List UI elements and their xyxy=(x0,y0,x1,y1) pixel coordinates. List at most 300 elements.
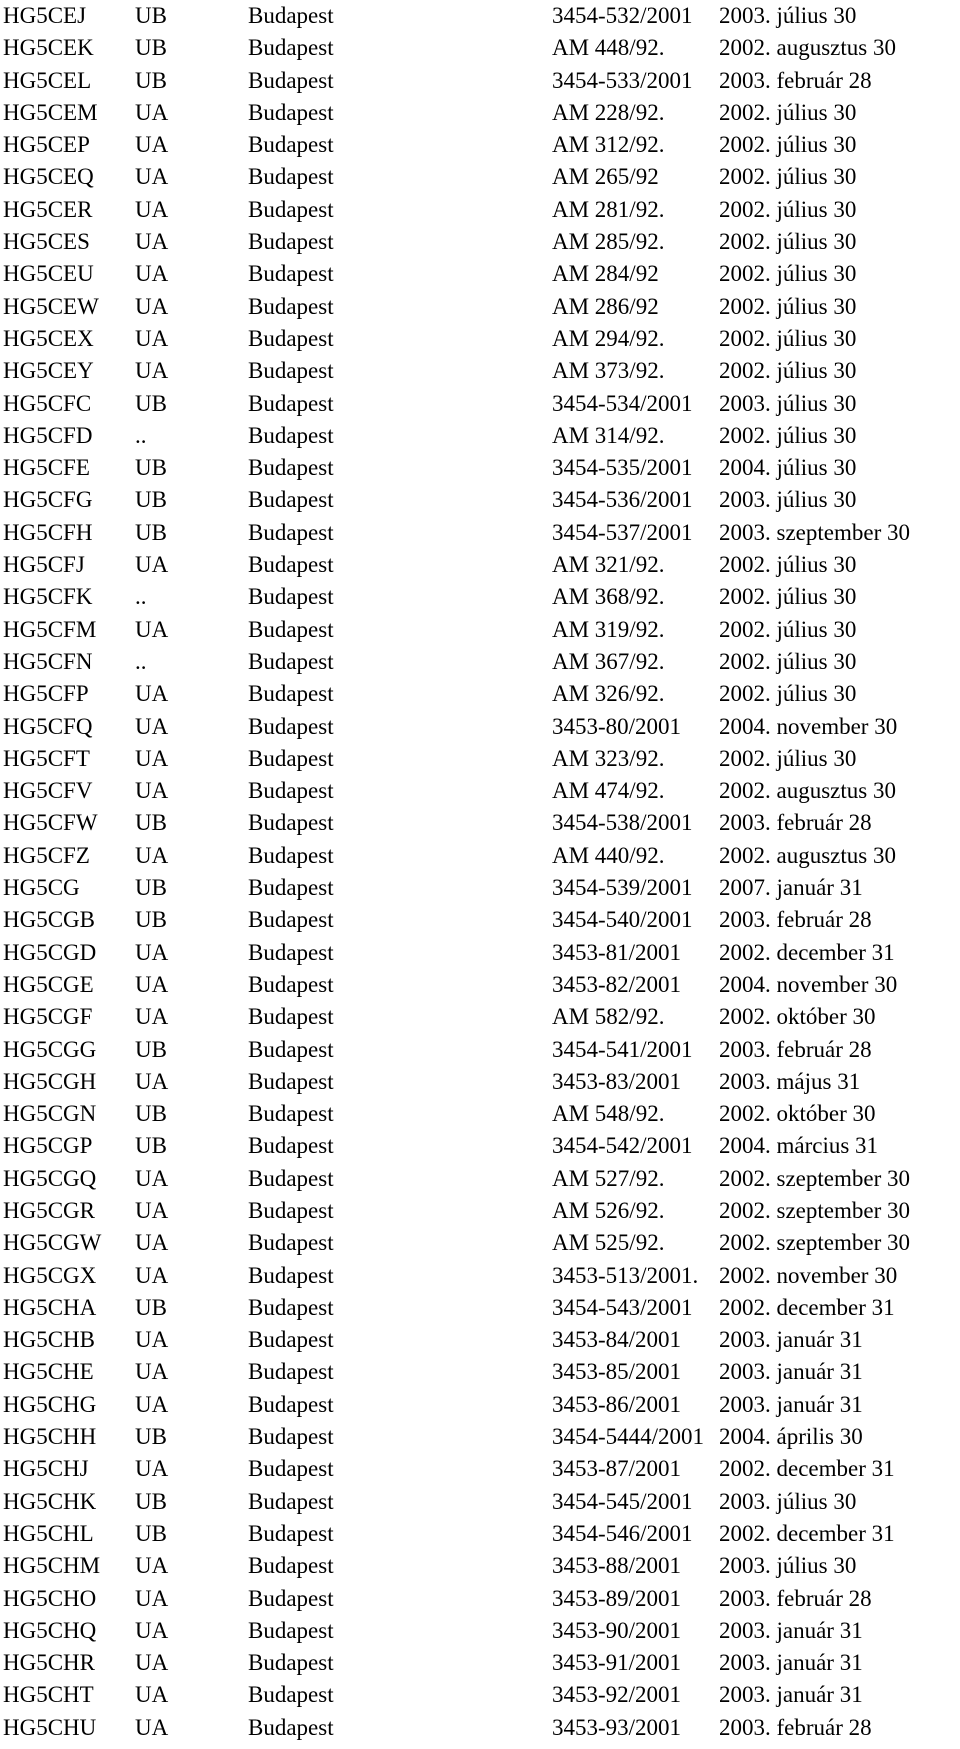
callsign-cell: HG5CEW xyxy=(3,293,99,319)
table-row xyxy=(0,1615,960,1647)
license-number-cell: 3454-536/2001 xyxy=(552,487,693,513)
expiry-date-cell: 2004. november 30 xyxy=(719,713,898,739)
city-cell: Budapest xyxy=(248,325,334,351)
license-class-cell: UB xyxy=(135,1294,167,1320)
license-class-cell: UA xyxy=(135,971,169,997)
callsign-cell: HG5CHQ xyxy=(3,1617,97,1643)
table-row xyxy=(0,291,960,323)
expiry-date-cell: 2003. február 28 xyxy=(719,907,872,933)
license-class-cell: UB xyxy=(135,810,167,836)
license-class-cell: UB xyxy=(135,875,167,901)
license-class-cell: UA xyxy=(135,713,169,739)
expiry-date-cell: 2003. február 28 xyxy=(719,1585,872,1611)
city-cell: Budapest xyxy=(248,390,334,416)
expiry-date-cell: 2003. február 28 xyxy=(719,1714,872,1740)
license-class-cell: UA xyxy=(135,778,169,804)
license-number-cell: AM 368/92. xyxy=(552,584,665,610)
license-class-cell: UA xyxy=(135,1585,169,1611)
city-cell: Budapest xyxy=(248,616,334,642)
table-row xyxy=(0,743,960,775)
license-class-cell: UB xyxy=(135,455,167,481)
license-number-cell: 3454-534/2001 xyxy=(552,390,693,416)
license-class-cell: .. xyxy=(135,422,147,448)
expiry-date-cell: 2002. szeptember 30 xyxy=(719,1230,910,1256)
table-row xyxy=(0,1324,960,1356)
expiry-date-cell: 2003. május 31 xyxy=(719,1068,861,1094)
table-row xyxy=(0,646,960,678)
expiry-date-cell: 2003. szeptember 30 xyxy=(719,519,910,545)
table-row xyxy=(0,1550,960,1582)
expiry-date-cell: 2003. július 30 xyxy=(719,390,857,416)
expiry-date-cell: 2003. július 30 xyxy=(719,3,857,28)
table-row xyxy=(0,355,960,387)
table-row xyxy=(0,0,960,32)
city-cell: Budapest xyxy=(248,35,334,61)
license-number-cell: AM 323/92. xyxy=(552,745,665,771)
license-number-cell: AM 285/92. xyxy=(552,229,665,255)
expiry-date-cell: 2003. július 30 xyxy=(719,1553,857,1579)
city-cell: Budapest xyxy=(248,1230,334,1256)
expiry-date-cell: 2002. augusztus 30 xyxy=(719,35,896,61)
expiry-date-cell: 2003. július 30 xyxy=(719,487,857,513)
table-row xyxy=(0,1034,960,1066)
city-cell: Budapest xyxy=(248,1520,334,1546)
callsign-cell: HG5CHM xyxy=(3,1553,101,1579)
license-class-cell: UB xyxy=(135,67,167,93)
city-cell: Budapest xyxy=(248,1036,334,1062)
license-class-cell: UA xyxy=(135,616,169,642)
license-class-cell: UB xyxy=(135,1133,167,1159)
license-class-cell: UA xyxy=(135,196,169,222)
license-class-cell: UA xyxy=(135,1197,169,1223)
table-row xyxy=(0,840,960,872)
license-class-cell: UA xyxy=(135,261,169,287)
expiry-date-cell: 2002. július 30 xyxy=(719,261,857,287)
license-class-cell: UB xyxy=(135,1424,167,1450)
table-row xyxy=(0,32,960,64)
expiry-date-cell: 2004. november 30 xyxy=(719,971,898,997)
license-class-cell: UA xyxy=(135,1165,169,1191)
license-class-cell: UB xyxy=(135,1520,167,1546)
license-number-cell: AM 326/92. xyxy=(552,681,665,707)
callsign-cell: HG5CGE xyxy=(3,971,94,997)
table-row xyxy=(0,807,960,839)
license-number-cell: 3453-83/2001 xyxy=(552,1068,682,1094)
license-class-cell: UB xyxy=(135,1101,167,1127)
callsign-cell: HG5CFN xyxy=(3,648,93,674)
license-number-cell: 3453-92/2001 xyxy=(552,1682,682,1708)
city-cell: Budapest xyxy=(248,519,334,545)
table-row xyxy=(0,1389,960,1421)
expiry-date-cell: 2002. július 30 xyxy=(719,552,857,578)
license-number-cell: AM 527/92. xyxy=(552,1165,665,1191)
expiry-date-cell: 2002. július 30 xyxy=(719,325,857,351)
city-cell: Budapest xyxy=(248,293,334,319)
table-row xyxy=(0,1647,960,1679)
callsign-cell: HG5CFQ xyxy=(3,713,93,739)
callsign-cell: HG5CGH xyxy=(3,1068,97,1094)
city-cell: Budapest xyxy=(248,1327,334,1353)
callsign-cell: HG5CGB xyxy=(3,907,96,933)
city-cell: Budapest xyxy=(248,584,334,610)
city-cell: Budapest xyxy=(248,1488,334,1514)
license-class-cell: UA xyxy=(135,1068,169,1094)
license-class-cell: UA xyxy=(135,1327,169,1353)
callsign-cell: HG5CEQ xyxy=(3,164,94,190)
expiry-date-cell: 2002. július 30 xyxy=(719,293,857,319)
callsign-cell: HG5CFJ xyxy=(3,552,85,578)
city-cell: Budapest xyxy=(248,132,334,158)
city-cell: Budapest xyxy=(248,229,334,255)
table-row xyxy=(0,937,960,969)
city-cell: Budapest xyxy=(248,1165,334,1191)
table-row xyxy=(0,452,960,484)
city-cell: Budapest xyxy=(248,422,334,448)
city-cell: Budapest xyxy=(248,1424,334,1450)
table-row xyxy=(0,97,960,129)
city-cell: Budapest xyxy=(248,1133,334,1159)
table-row xyxy=(0,904,960,936)
expiry-date-cell: 2002. július 30 xyxy=(719,229,857,255)
city-cell: Budapest xyxy=(248,164,334,190)
expiry-date-cell: 2002. szeptember 30 xyxy=(719,1197,910,1223)
table-row xyxy=(0,517,960,549)
city-cell: Budapest xyxy=(248,552,334,578)
table-row xyxy=(0,1292,960,1324)
callsign-cell: HG5CHE xyxy=(3,1359,94,1385)
expiry-date-cell: 2003. február 28 xyxy=(719,1036,872,1062)
license-number-cell: 3454-532/2001 xyxy=(552,3,693,28)
license-number-cell: AM 321/92. xyxy=(552,552,665,578)
city-cell: Budapest xyxy=(248,1068,334,1094)
license-number-cell: 3454-533/2001 xyxy=(552,67,693,93)
license-number-cell: 3453-90/2001 xyxy=(552,1617,682,1643)
license-class-cell: UA xyxy=(135,99,169,125)
license-class-cell: UA xyxy=(135,1682,169,1708)
expiry-date-cell: 2003. július 30 xyxy=(719,1488,857,1514)
license-number-cell: AM 373/92. xyxy=(552,358,665,384)
callsign-cell: HG5CGD xyxy=(3,939,97,965)
license-class-cell: UB xyxy=(135,519,167,545)
license-number-cell: 3453-87/2001 xyxy=(552,1456,682,1482)
license-number-cell: AM 286/92 xyxy=(552,293,659,319)
city-cell: Budapest xyxy=(248,778,334,804)
table-row xyxy=(0,161,960,193)
city-cell: Budapest xyxy=(248,648,334,674)
expiry-date-cell: 2003. január 31 xyxy=(719,1682,863,1708)
expiry-date-cell: 2002. október 30 xyxy=(719,1004,876,1030)
license-class-cell: UA xyxy=(135,1650,169,1676)
license-class-cell: UA xyxy=(135,358,169,384)
table-row xyxy=(0,1227,960,1259)
license-number-cell: 3454-542/2001 xyxy=(552,1133,693,1159)
expiry-date-cell: 2002. július 30 xyxy=(719,745,857,771)
callsign-cell: HG5CHO xyxy=(3,1585,97,1611)
license-number-cell: 3453-82/2001 xyxy=(552,971,682,997)
expiry-date-cell: 2003. január 31 xyxy=(719,1327,863,1353)
license-class-cell: UB xyxy=(135,3,167,28)
table-row xyxy=(0,420,960,452)
expiry-date-cell: 2002. július 30 xyxy=(719,584,857,610)
license-number-cell: AM 526/92. xyxy=(552,1197,665,1223)
table-row xyxy=(0,1066,960,1098)
license-number-cell: AM 525/92. xyxy=(552,1230,665,1256)
city-cell: Budapest xyxy=(248,1617,334,1643)
callsign-cell: HG5CHA xyxy=(3,1294,97,1320)
table-row xyxy=(0,323,960,355)
table-row xyxy=(0,614,960,646)
callsign-cell: HG5CHT xyxy=(3,1682,94,1708)
license-number-cell: AM 367/92. xyxy=(552,648,665,674)
city-cell: Budapest xyxy=(248,1262,334,1288)
license-number-cell: 3454-541/2001 xyxy=(552,1036,693,1062)
expiry-date-cell: 2002. augusztus 30 xyxy=(719,842,896,868)
table-row xyxy=(0,775,960,807)
license-class-cell: .. xyxy=(135,648,147,674)
license-number-cell: 3454-538/2001 xyxy=(552,810,693,836)
callsign-cell: HG5CGQ xyxy=(3,1165,97,1191)
license-number-cell: 3454-545/2001 xyxy=(552,1488,693,1514)
license-class-cell: UA xyxy=(135,1359,169,1385)
city-cell: Budapest xyxy=(248,1294,334,1320)
license-number-cell: AM 548/92. xyxy=(552,1101,665,1127)
license-number-cell: AM 284/92 xyxy=(552,261,659,287)
license-number-cell: 3453-84/2001 xyxy=(552,1327,682,1353)
city-cell: Budapest xyxy=(248,1004,334,1030)
city-cell: Budapest xyxy=(248,1553,334,1579)
table-row xyxy=(0,1421,960,1453)
city-cell: Budapest xyxy=(248,842,334,868)
expiry-date-cell: 2002. december 31 xyxy=(719,939,895,965)
city-cell: Budapest xyxy=(248,745,334,771)
license-class-cell: UB xyxy=(135,390,167,416)
expiry-date-cell: 2002. december 31 xyxy=(719,1520,895,1546)
callsign-cell: HG5CEX xyxy=(3,325,94,351)
city-cell: Budapest xyxy=(248,358,334,384)
license-class-cell: UA xyxy=(135,164,169,190)
city-cell: Budapest xyxy=(248,3,334,28)
table-row xyxy=(0,1712,960,1744)
license-number-cell: AM 294/92. xyxy=(552,325,665,351)
table-row xyxy=(0,581,960,613)
license-class-cell: UA xyxy=(135,1262,169,1288)
expiry-date-cell: 2004. március 31 xyxy=(719,1133,879,1159)
license-class-cell: UB xyxy=(135,1036,167,1062)
license-class-cell: UA xyxy=(135,681,169,707)
expiry-date-cell: 2004. április 30 xyxy=(719,1424,863,1450)
license-class-cell: UB xyxy=(135,1488,167,1514)
expiry-date-cell: 2003. január 31 xyxy=(719,1359,863,1385)
expiry-date-cell: 2002. július 30 xyxy=(719,99,857,125)
callsign-cell: HG5CGW xyxy=(3,1230,102,1256)
city-cell: Budapest xyxy=(248,907,334,933)
city-cell: Budapest xyxy=(248,1650,334,1676)
license-class-cell: UB xyxy=(135,907,167,933)
city-cell: Budapest xyxy=(248,1359,334,1385)
city-cell: Budapest xyxy=(248,713,334,739)
callsign-cell: HG5CFH xyxy=(3,519,93,545)
expiry-date-cell: 2007. január 31 xyxy=(719,875,863,901)
city-cell: Budapest xyxy=(248,455,334,481)
license-class-cell: UA xyxy=(135,1391,169,1417)
callsign-cell: HG5CFE xyxy=(3,455,90,481)
callsign-cell: HG5CGN xyxy=(3,1101,97,1127)
table-row xyxy=(0,65,960,97)
license-class-cell: UA xyxy=(135,1230,169,1256)
table-row xyxy=(0,484,960,516)
table-row xyxy=(0,1098,960,1130)
city-cell: Budapest xyxy=(248,1101,334,1127)
city-cell: Budapest xyxy=(248,1585,334,1611)
table-row xyxy=(0,1356,960,1388)
table-row xyxy=(0,388,960,420)
table-row xyxy=(0,1260,960,1292)
city-cell: Budapest xyxy=(248,875,334,901)
table-row xyxy=(0,711,960,743)
table-row xyxy=(0,969,960,1001)
expiry-date-cell: 2002. augusztus 30 xyxy=(719,778,896,804)
license-class-cell: UA xyxy=(135,745,169,771)
license-class-cell: UA xyxy=(135,1004,169,1030)
table-row xyxy=(0,1163,960,1195)
expiry-date-cell: 2003. január 31 xyxy=(719,1391,863,1417)
license-number-cell: 3454-537/2001 xyxy=(552,519,693,545)
license-number-cell: 3453-80/2001 xyxy=(552,713,682,739)
expiry-date-cell: 2002. július 30 xyxy=(719,616,857,642)
license-class-cell: UA xyxy=(135,1553,169,1579)
license-class-cell: .. xyxy=(135,584,147,610)
license-number-cell: 3453-88/2001 xyxy=(552,1553,682,1579)
callsign-cell: HG5CG xyxy=(3,875,80,901)
license-number-cell: AM 448/92. xyxy=(552,35,665,61)
license-number-cell: 3453-81/2001 xyxy=(552,939,682,965)
expiry-date-cell: 2002. szeptember 30 xyxy=(719,1165,910,1191)
license-number-cell: 3453-91/2001 xyxy=(552,1650,682,1676)
city-cell: Budapest xyxy=(248,196,334,222)
license-class-cell: UA xyxy=(135,939,169,965)
license-number-cell: 3454-535/2001 xyxy=(552,455,693,481)
table-row xyxy=(0,678,960,710)
callsign-cell: HG5CGX xyxy=(3,1262,97,1288)
license-class-cell: UA xyxy=(135,132,169,158)
callsign-cell: HG5CHH xyxy=(3,1424,97,1450)
callsign-cell: HG5CHK xyxy=(3,1488,97,1514)
license-number-cell: AM 440/92. xyxy=(552,842,665,868)
city-cell: Budapest xyxy=(248,971,334,997)
expiry-date-cell: 2003. február 28 xyxy=(719,810,872,836)
callsign-cell: HG5CHG xyxy=(3,1391,97,1417)
callsign-cell: HG5CHR xyxy=(3,1650,96,1676)
callsign-cell: HG5CHU xyxy=(3,1714,97,1740)
expiry-date-cell: 2002. július 30 xyxy=(719,196,857,222)
table-row xyxy=(0,258,960,290)
callsign-cell: HG5CFD xyxy=(3,422,93,448)
license-class-cell: UA xyxy=(135,842,169,868)
city-cell: Budapest xyxy=(248,939,334,965)
callsign-cell: HG5CEY xyxy=(3,358,94,384)
callsign-cell: HG5CFV xyxy=(3,778,93,804)
license-number-cell: AM 474/92. xyxy=(552,778,665,804)
expiry-date-cell: 2002. október 30 xyxy=(719,1101,876,1127)
table-row xyxy=(0,1001,960,1033)
callsign-cell: HG5CEK xyxy=(3,35,94,61)
license-number-cell: 3453-513/2001. xyxy=(552,1262,699,1288)
license-class-cell: UA xyxy=(135,1617,169,1643)
city-cell: Budapest xyxy=(248,810,334,836)
license-class-cell: UB xyxy=(135,487,167,513)
callsign-cell: HG5CHL xyxy=(3,1520,94,1546)
callsign-cell: HG5CHB xyxy=(3,1327,96,1353)
expiry-date-cell: 2002. december 31 xyxy=(719,1294,895,1320)
city-cell: Budapest xyxy=(248,1714,334,1740)
table-row xyxy=(0,549,960,581)
expiry-date-cell: 2002. július 30 xyxy=(719,681,857,707)
callsign-cell: HG5CFG xyxy=(3,487,93,513)
expiry-date-cell: 2002. július 30 xyxy=(719,648,857,674)
callsign-cell: HG5CEJ xyxy=(3,3,87,28)
license-number-cell: AM 314/92. xyxy=(552,422,665,448)
expiry-date-cell: 2002. július 30 xyxy=(719,132,857,158)
callsign-cell: HG5CGR xyxy=(3,1197,96,1223)
callsign-cell: HG5CFC xyxy=(3,390,92,416)
callsign-cell: HG5CFT xyxy=(3,745,90,771)
callsign-cell: HG5CFM xyxy=(3,616,97,642)
callsign-cell: HG5CFP xyxy=(3,681,89,707)
license-number-cell: 3453-85/2001 xyxy=(552,1359,682,1385)
license-class-cell: UA xyxy=(135,1456,169,1482)
callsign-cell: HG5CGP xyxy=(3,1133,93,1159)
expiry-date-cell: 2002. november 30 xyxy=(719,1262,898,1288)
callsign-cell: HG5CER xyxy=(3,196,93,222)
license-class-cell: UA xyxy=(135,325,169,351)
callsign-cell: HG5CFK xyxy=(3,584,93,610)
table-row xyxy=(0,129,960,161)
license-class-cell: UA xyxy=(135,229,169,255)
callsign-cell: HG5CGG xyxy=(3,1036,97,1062)
license-number-cell: AM 228/92. xyxy=(552,99,665,125)
license-number-cell: AM 319/92. xyxy=(552,616,665,642)
license-class-cell: UB xyxy=(135,35,167,61)
license-number-cell: 3453-86/2001 xyxy=(552,1391,682,1417)
city-cell: Budapest xyxy=(248,1456,334,1482)
callsign-cell: HG5CGF xyxy=(3,1004,93,1030)
callsign-cell: HG5CEM xyxy=(3,99,98,125)
license-number-cell: AM 582/92. xyxy=(552,1004,665,1030)
license-number-cell: AM 281/92. xyxy=(552,196,665,222)
city-cell: Budapest xyxy=(248,67,334,93)
expiry-date-cell: 2003. február 28 xyxy=(719,67,872,93)
callsign-cell: HG5CEP xyxy=(3,132,90,158)
license-number-cell: 3454-540/2001 xyxy=(552,907,693,933)
table-row xyxy=(0,1195,960,1227)
license-number-cell: 3454-539/2001 xyxy=(552,875,693,901)
license-class-cell: UA xyxy=(135,552,169,578)
city-cell: Budapest xyxy=(248,261,334,287)
city-cell: Budapest xyxy=(248,1391,334,1417)
license-number-cell: 3454-5444/2001 xyxy=(552,1424,705,1450)
expiry-date-cell: 2002. július 30 xyxy=(719,358,857,384)
expiry-date-cell: 2003. január 31 xyxy=(719,1650,863,1676)
expiry-date-cell: 2002. december 31 xyxy=(719,1456,895,1482)
license-number-cell: AM 265/92 xyxy=(552,164,659,190)
table-row xyxy=(0,1453,960,1485)
city-cell: Budapest xyxy=(248,1682,334,1708)
callsign-cell: HG5CEL xyxy=(3,67,92,93)
table-row xyxy=(0,1583,960,1615)
table-row xyxy=(0,1679,960,1711)
license-number-cell: 3453-89/2001 xyxy=(552,1585,682,1611)
expiry-date-cell: 2003. január 31 xyxy=(719,1617,863,1643)
